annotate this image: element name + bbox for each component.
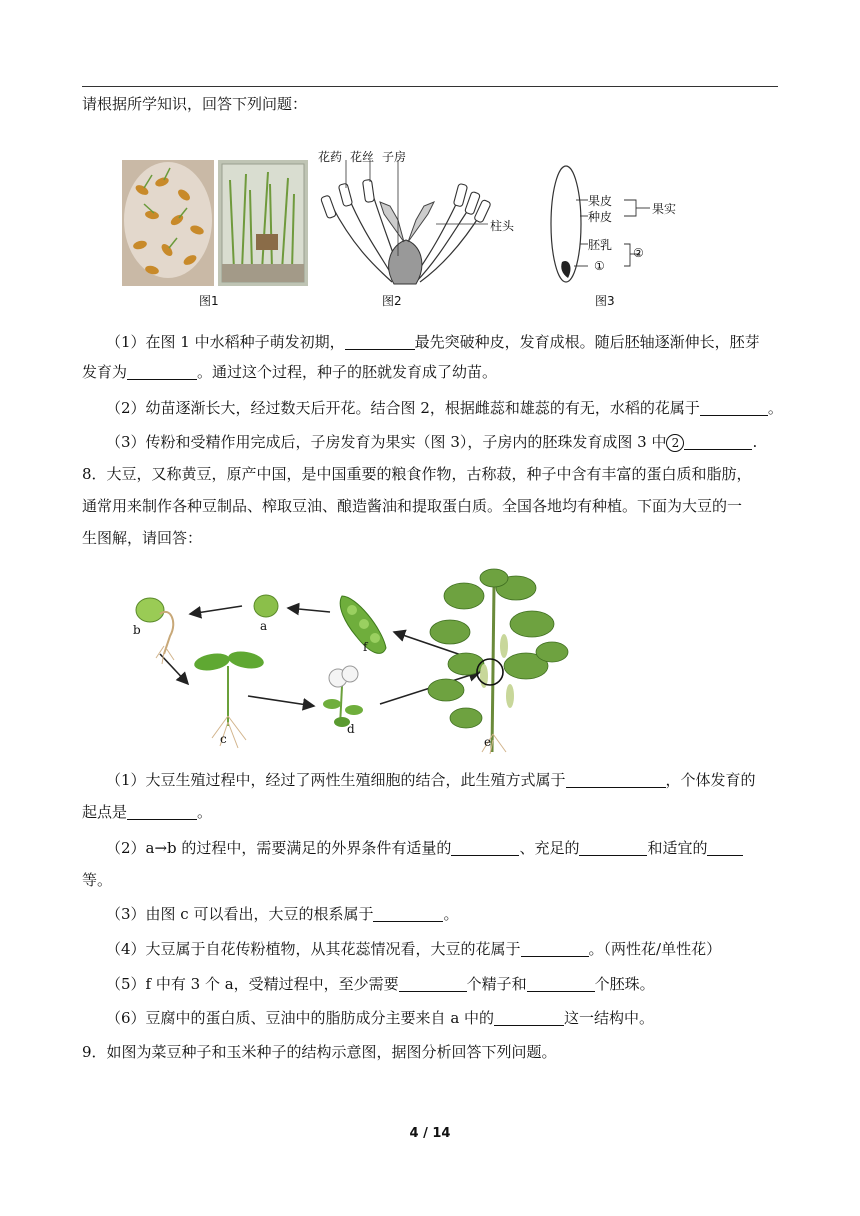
rice-grain-diagram (546, 162, 696, 292)
figure-3 (546, 162, 696, 296)
q8-intro-line1: 8．大豆，又称黄豆，原产中国，是中国重要的粮食作物，古称菽，种子中含有丰富的蛋白质和脂肪， (82, 465, 752, 483)
q8-sub1-line1: （1）大豆生殖过程中，经过了两性生殖细胞的结合，此生殖方式属于 ，个体发育的 (106, 771, 756, 789)
answer-blank[interactable] (127, 363, 197, 380)
answer-blank[interactable] (127, 803, 197, 820)
q7-part2: （2）幼苗逐渐长大，经过数天后开花。结合图 2，根据雌蕊和雄蕊的有无，水稻的花属于 。 (106, 399, 783, 417)
label-ovary: 子房 (382, 150, 407, 164)
label-a: a (260, 619, 268, 633)
q8-sub6: （6）豆腐中的蛋白质、豆油中的脂肪成分主要来自 a 中的 这一结构中。 (106, 1009, 655, 1027)
answer-blank[interactable] (707, 839, 743, 856)
answer-blank[interactable] (451, 839, 519, 856)
q8-sub5: （5）f 中有 3 个 a，受精过程中，至少需要 个精子和 个胚珠。 (106, 975, 655, 993)
answer-blank[interactable] (566, 771, 666, 788)
answer-blank[interactable] (684, 433, 752, 450)
label-b: b (133, 623, 141, 637)
q8-sub2-line2: 等。 (82, 871, 113, 889)
q9-text: 9．如图为菜豆种子和玉米种子的结构示意图，据图分析回答下列问题。 (82, 1043, 557, 1061)
answer-blank[interactable] (527, 975, 595, 992)
label-seedcoat: 种皮 (588, 210, 613, 224)
answer-blank[interactable] (700, 399, 768, 416)
figure-2-label: 图2 (382, 294, 402, 308)
q7-part1-line2: 发育为 。通过这个过程，种子的胚就发育成了幼苗。 (82, 363, 498, 381)
q7-part3: （3）传粉和受精作用完成后，子房发育为果实（图 3），子房内的胚珠发育成图 3 中 2 . (106, 433, 758, 451)
label-filament: 花丝 (350, 150, 375, 164)
q7-part1-line1: （1）在图 1 中水稻种子萌发初期， 最先突破种皮，发育成根。随后胚轴逐渐伸长，胚芽 (106, 333, 760, 351)
answer-blank[interactable] (521, 940, 589, 957)
label-pericarp: 果皮 (588, 194, 613, 208)
page-number: 4 / 14 (409, 1126, 451, 1141)
label-c: c (220, 732, 227, 746)
answer-blank[interactable] (345, 333, 415, 350)
answer-blank[interactable] (494, 1009, 564, 1026)
label-endosperm: 胚乳 (588, 238, 613, 252)
label-fruit: 果实 (652, 202, 677, 216)
q8-sub2-line1: （2）a→b 的过程中，需要满足的外界条件有适量的 、充足的 和适宜的 (106, 838, 806, 858)
label-anther: 花药 (318, 150, 343, 164)
answer-blank[interactable] (579, 839, 647, 856)
answer-blank[interactable] (373, 905, 443, 922)
label-mark-2: ② (633, 246, 644, 260)
rice-germination-photo (122, 160, 308, 286)
q8-intro-line3: 生图解，请回答： (82, 529, 203, 547)
answer-blank[interactable] (399, 975, 467, 992)
circled-number-2: 2 (666, 434, 684, 452)
figure-3-label: 图3 (595, 294, 615, 308)
intro-text: 请根据所学知识，回答下列问题： (82, 95, 308, 113)
q8-sub3: （3）由图 c 可以看出，大豆的根系属于 。 (106, 905, 459, 923)
label-f: f (363, 640, 368, 654)
label-d: d (347, 722, 355, 736)
header-rule (82, 86, 778, 87)
label-mark-1: ① (594, 259, 605, 273)
q8-intro-line2: 通常用来制作各种豆制品、榨取豆油、酿造酱油和提取蛋白质。全国各地均有种植。下面为大豆的一 (82, 497, 743, 515)
figure-1-label: 图1 (199, 294, 219, 308)
figure-1 (122, 160, 308, 290)
label-e: e (484, 735, 492, 749)
q8-sub4: （4）大豆属于自花传粉植物，从其花蕊情况看，大豆的花属于 。（两性花/单性花） (106, 940, 722, 958)
q8-sub1-line2: 起点是 。 (82, 803, 213, 821)
label-stigma: 柱头 (490, 219, 515, 233)
